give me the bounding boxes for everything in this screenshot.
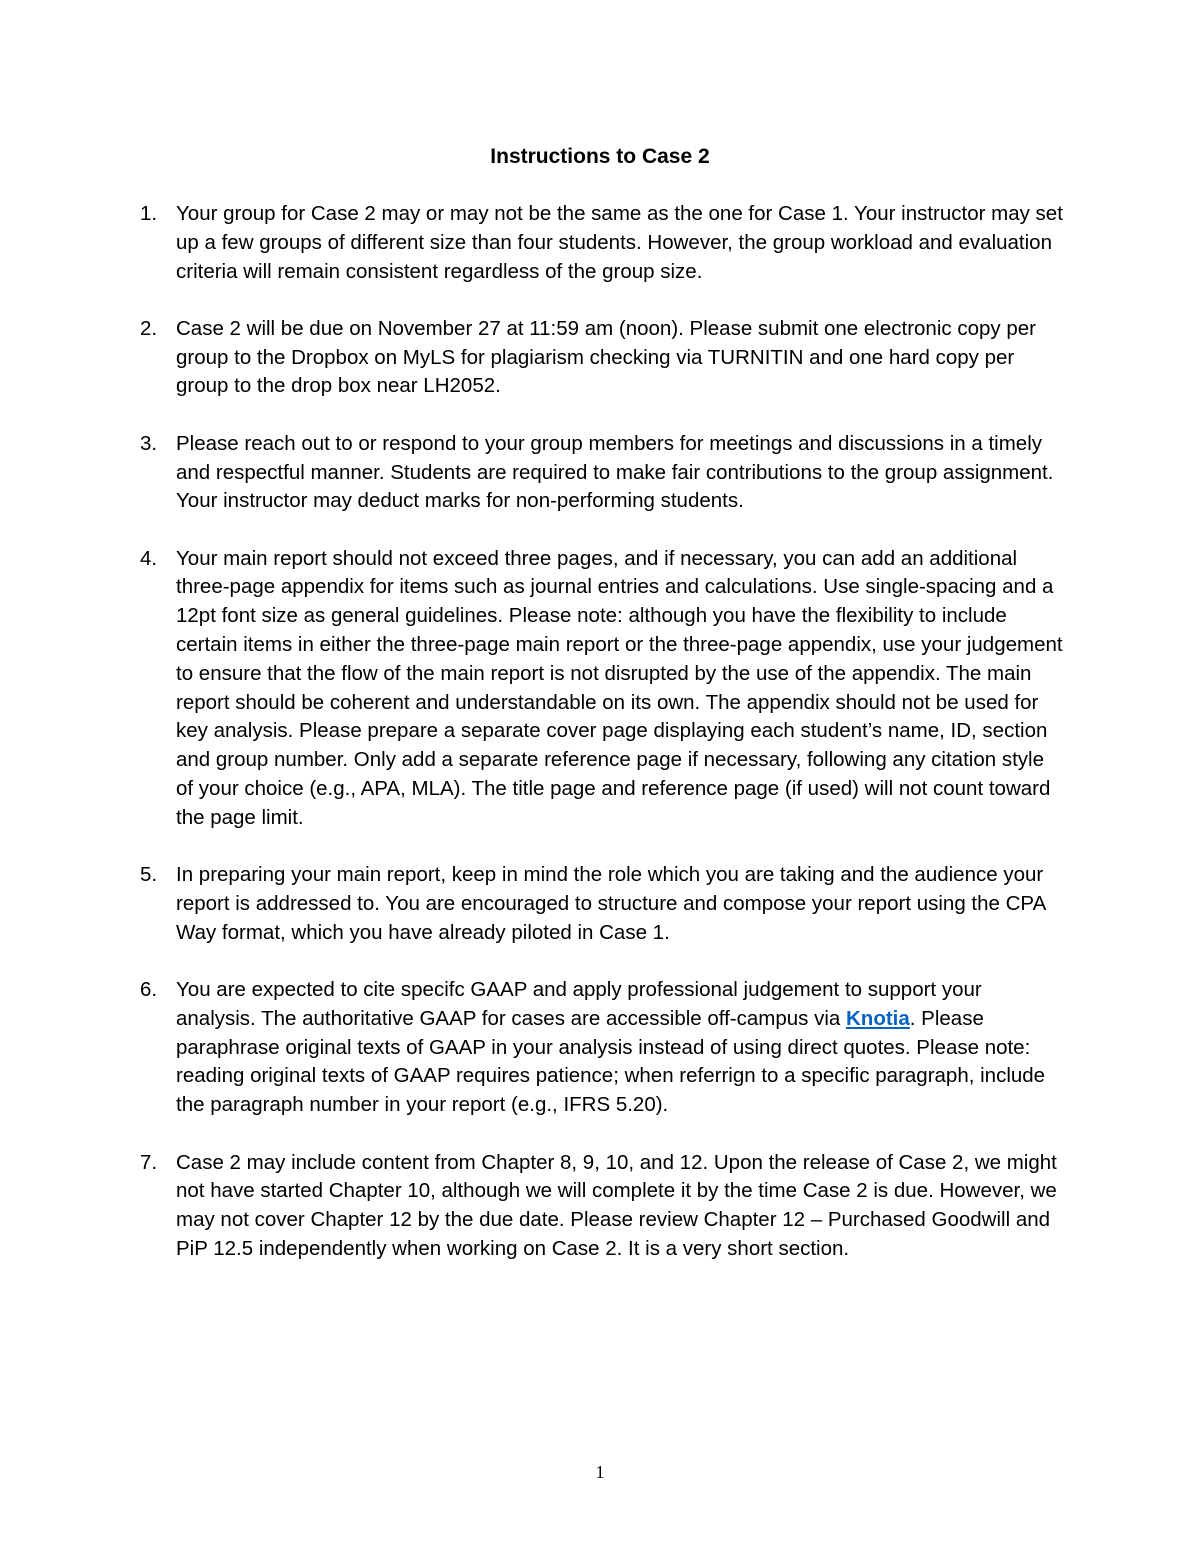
list-item-2	[140, 315, 1065, 401]
list-text-before-link: You are expected to cite specifc GAAP and apply professional judgement to support your analysis. The authoritative GAAP for cases are accessible off-campus via	[176, 978, 982, 1030]
list-item-5	[140, 861, 1065, 947]
list-item-3	[140, 430, 1065, 516]
list-item-1	[140, 200, 1065, 286]
list-item-6	[140, 976, 1065, 1120]
list-number: 1.	[140, 202, 158, 225]
list-text: Please reach out to or respond to your group members for meetings and discussions in a timely and respectful manner. Students are required to make fair contributions to the group assignment. Your instructor may deduct marks for non-performing students.	[176, 431, 1054, 513]
list-number: 2.	[140, 316, 158, 340]
knotia-link[interactable]: Knotia	[846, 1006, 910, 1030]
list-number: 7.	[140, 1150, 158, 1174]
list-text-after-link: . Please paraphrase original texts of GAAP in your analysis instead of using direct quotes. Please note: reading original texts of GAAP requires patience; when referrign to a specific paragraph, include the paragraph number in your report (e.g., IFRS 5.20).	[176, 1006, 1046, 1117]
list-text	[176, 978, 1045, 1116]
list-number: 4.	[140, 546, 158, 570]
list-item-7	[140, 1149, 1065, 1264]
page-number: 1	[595, 1462, 605, 1482]
list-number: 6.	[140, 978, 158, 1002]
list-text: In preparing your main report, keep in mind the role which you are taking and the audience your report is addressed to. You are encouraged to structure and compose your report using the CPA Way format, which you have already piloted in Case 1.	[176, 863, 1046, 944]
list-text: Your group for Case 2 may or may not be the same as the one for Case 1. Your instructor may set up a few groups of different size than four students. However, the group workload and evaluation criteria will remain consistent regardless of the group size.	[176, 202, 1063, 283]
instructions-list	[140, 200, 1065, 1292]
list-text: Case 2 may include content from Chapter 8, 9, 10, and 12. Upon the release of Case 2, we might not have started Chapter 10, although we will complete it by the time Case 2 is due. However, we may not cover Chapter 12 by the due date. Please review Chapter 12 – Purchased Goodwill and PiP 12.5 independently when working on Case 2. It is a very short section.	[176, 1150, 1057, 1260]
page-title: Instructions to Case 2	[490, 145, 710, 168]
list-text: Your main report should not exceed three pages, and if necessary, you can add an additional three-page appendix for items such as journal entries and calculations. Use single-spacing and a 12pt font size as general guidelines. Please note: although you have the flexibility to include certain items in either the three-page main report or the three-page appendix, use your judgement to ensure that the flow of the main report is not disrupted by the use of the appendix. The main report should be coherent and understandable on its own. The appendix should not be used for key analysis. Please prepare a separate cover page displaying each student’s name, ID, section and group number. Only add a separate reference page if necessary, following any citation style of your choice (e.g., APA, MLA). The title page and reference page (if used) will not count toward the page limit.	[176, 546, 1063, 829]
list-number: 5.	[140, 863, 158, 887]
list-text: Case 2 will be due on November 27 at 11:59 am (noon). Please submit one electronic copy per group to the Dropbox on MyLS for plagiarism checking via TURNITIN and one hard copy per group to the drop box near LH2052.	[176, 316, 1036, 398]
list-number: 3.	[140, 431, 158, 455]
list-item-4	[140, 545, 1065, 833]
